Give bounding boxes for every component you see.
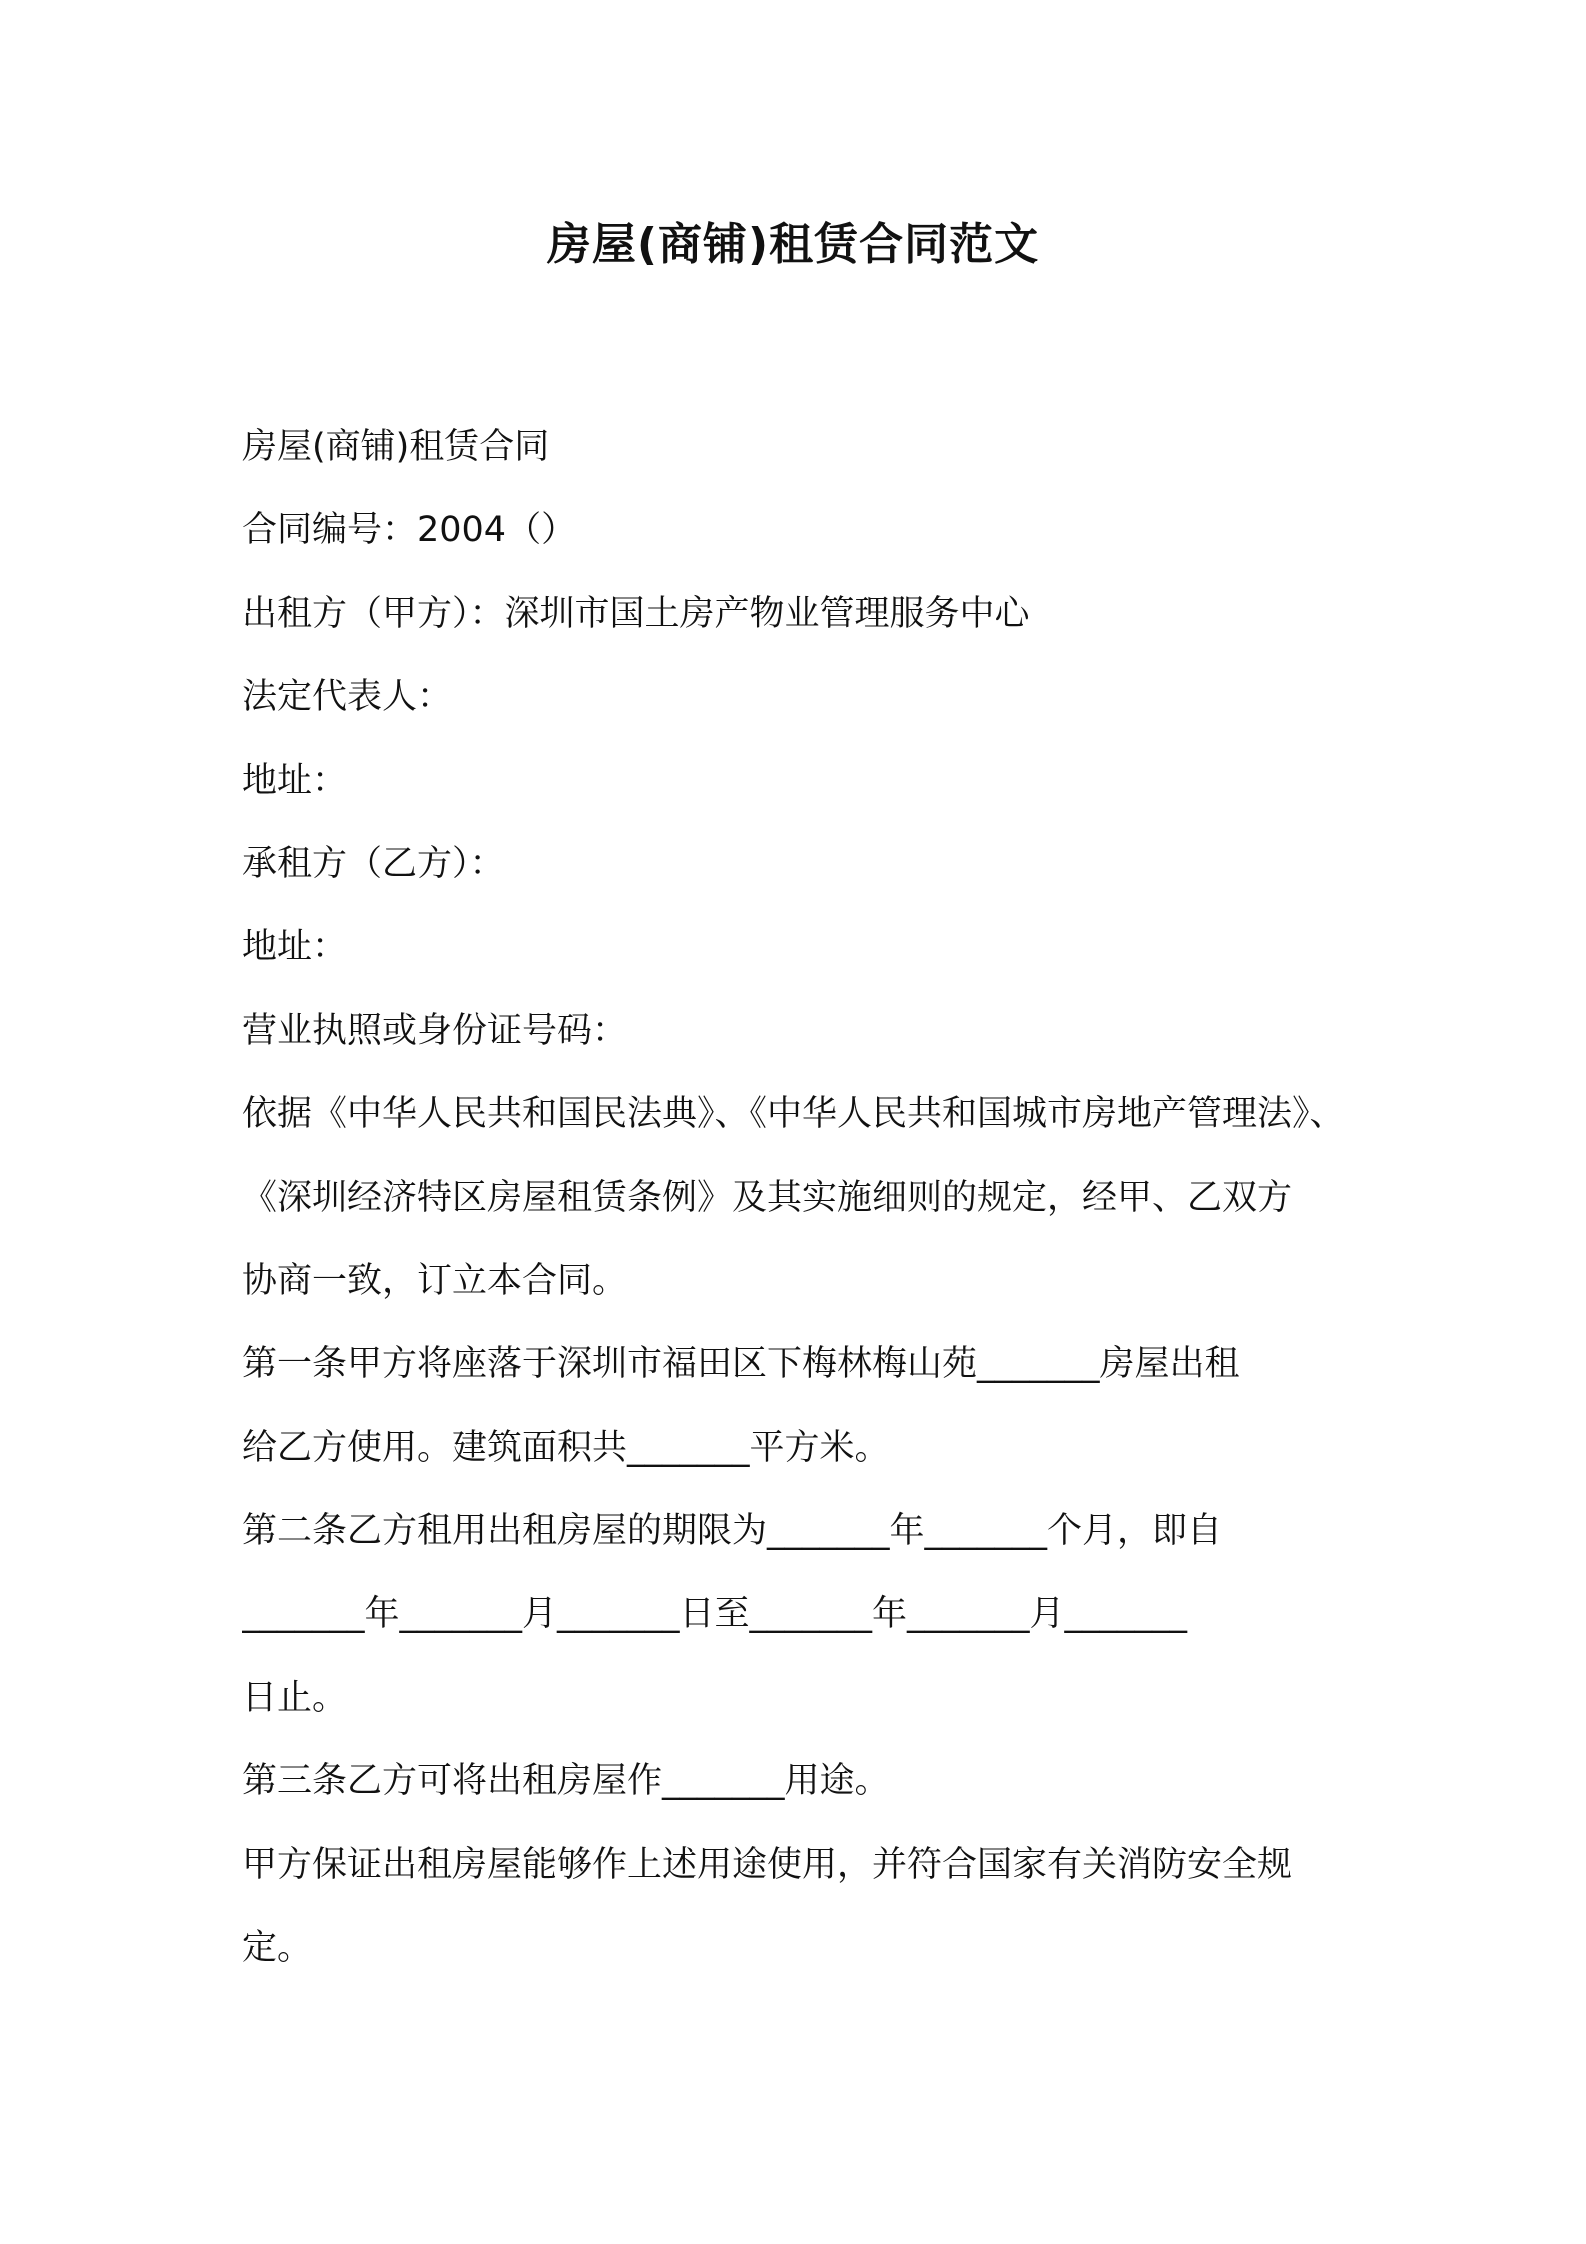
article-two-line: 第二条乙方租用出租房屋的期限为_______年_______个月，即自 [242, 1511, 1223, 1552]
article-two-line: _______年_______月_______日至_______年_______月_______ [242, 1594, 1188, 1635]
document-title: 房屋(商铺)租赁合同范文 [546, 219, 1040, 270]
basis-paragraph-line: 依据《中华人民共和国民法典》、《中华人民共和国城市房地产管理法》、 [242, 1094, 1345, 1135]
article-one-line: 给乙方使用。建筑面积共_______平方米。 [242, 1427, 890, 1468]
basis-paragraph-line: 协商一致，订立本合同。 [242, 1260, 628, 1301]
contract-number: 合同编号：2004（） [242, 510, 577, 551]
lessor-line: 出租方（甲方）：深圳市国土房产物业管理服务中心 [242, 593, 1030, 634]
guarantee-paragraph-line: 定。 [242, 1928, 313, 1969]
article-two-line: 日止。 [242, 1677, 348, 1718]
article-three-line: 第三条乙方可将出租房屋作_______用途。 [242, 1761, 890, 1802]
license-id-line: 营业执照或身份证号码： [242, 1010, 628, 1051]
lessee-address-line: 地址： [242, 927, 348, 968]
document-body [242, 406, 1362, 1990]
legal-representative-line: 法定代表人： [242, 677, 453, 718]
guarantee-paragraph-line: 甲方保证出租房屋能够作上述用途使用，并符合国家有关消防安全规 [242, 1844, 1293, 1885]
lessor-address-line: 地址： [242, 760, 348, 801]
contract-heading: 房屋(商铺)租赁合同 [242, 427, 550, 467]
article-one-line: 第一条甲方将座落于深圳市福田区下梅林梅山苑_______房屋出租 [242, 1344, 1240, 1385]
basis-paragraph-line: 《深圳经济特区房屋租赁条例》及其实施细则的规定，经甲、乙双方 [242, 1177, 1293, 1218]
lessee-line: 承租方（乙方）： [242, 843, 505, 884]
